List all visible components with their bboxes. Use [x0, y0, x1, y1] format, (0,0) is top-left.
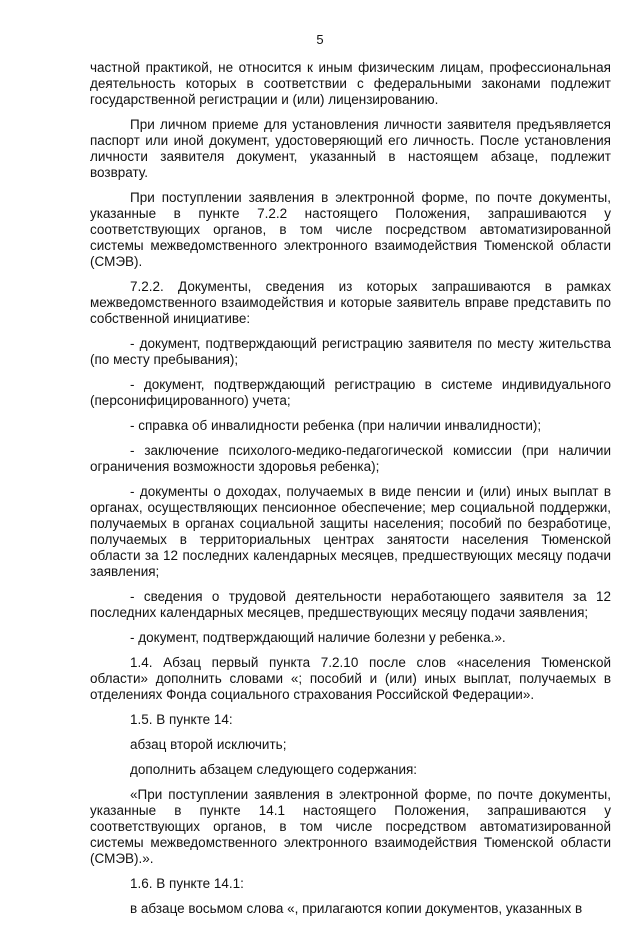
list-item: - документ, подтверждающий регистрацию в системе индивидуального (персонифицированного) учета; — [90, 377, 611, 408]
paragraph: абзац второй исключить; — [130, 737, 287, 752]
paragraph: 1.5. В пункте 14: — [130, 712, 233, 727]
list-item: - сведения о трудовой деятельности неработающего заявителя за 12 последних календарных месяцев, предшествующих месяцу подачи заявления; — [90, 589, 611, 620]
document-body — [90, 60, 611, 926]
page-number: 5 — [316, 32, 324, 47]
list-item: - документы о доходах, получаемых в виде пенсии и (или) иных выплат в органах, осуществляющих пенсионное обеспечение; мер социальной поддержки, получаемых в органах социальной защиты населения; пособий по безработице, получаемых в территориальных центрах занятости населения Тюменской области за 12 последних календарных месяцев, предшествующих месяцу подачи заявления; — [90, 484, 611, 579]
paragraph: частной практикой, не относится к иным физическим лицам, профессиональная деятельность которых в соответствии с федеральными законами подлежит государственной регистрации и (или) лицензированию. — [90, 60, 611, 107]
list-item: - документ, подтверждающий наличие болезни у ребенка.». — [130, 630, 506, 645]
paragraph: дополнить абзацем следующего содержания: — [130, 762, 418, 777]
list-item: - заключение психолого-медико-педагогической комиссии (при наличии ограничения возможности здоровья ребенка); — [90, 443, 611, 474]
paragraph: 7.2.2. Документы, сведения из которых запрашиваются в рамках межведомственного взаимодействия и которые заявитель вправе представить по собственной инициативе: — [90, 279, 611, 326]
paragraph: При поступлении заявления в электронной форме, по почте документы, указанные в пункте 7.2.2 настоящего Положения, запрашиваются у соответствующих органов, в том числе посредством автоматизированной системы межведомственного электронного взаимодействия Тюменской области (СМЭВ). — [90, 190, 611, 269]
list-item: - справка об инвалидности ребенка (при наличии инвалидности); — [130, 418, 542, 433]
paragraph: в абзаце восьмом слова «, прилагаются копии документов, указанных в — [130, 901, 583, 916]
list-item: - документ, подтверждающий регистрацию заявителя по месту жительства (по месту пребывания); — [90, 336, 611, 367]
paragraph: При личном приеме для установления личности заявителя предъявляется паспорт или иной документ, удостоверяющий его личность. После установления личности заявителя документ, указанный в настоящем абзаце, подлежит возврату. — [90, 117, 611, 180]
paragraph: «При поступлении заявления в электронной форме, по почте документы, указанные в пункте 14.1 настоящего Положения, запрашиваются у соответствующих органов, в том числе посредством автоматизированной системы межведомственного электронного взаимодействия Тюменской области (СМЭВ).». — [90, 787, 611, 866]
paragraph: 1.6. В пункте 14.1: — [130, 876, 244, 891]
paragraph: 1.4. Абзац первый пункта 7.2.10 после слов «населения Тюменской области» дополнить словами «; пособий и (или) иных выплат, получаемых в отделениях Фонда социального страхования Российской Федерации». — [90, 655, 611, 702]
